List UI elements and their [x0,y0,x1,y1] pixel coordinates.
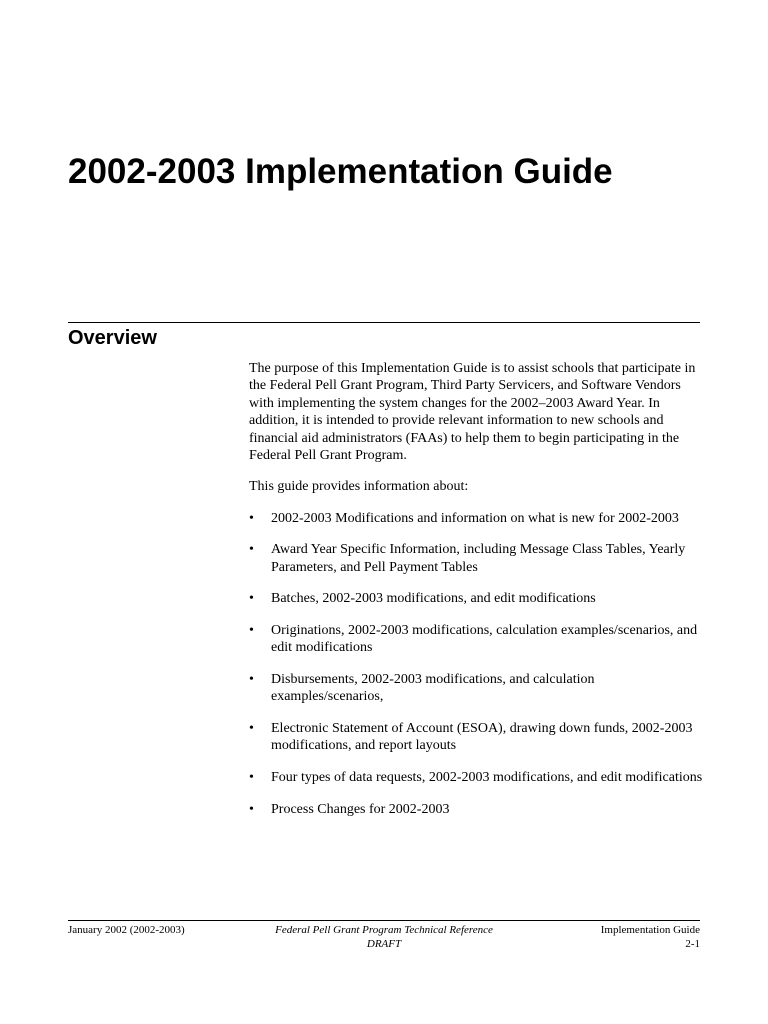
bullet-icon: • [249,591,254,607]
bullet-icon: • [249,672,254,688]
footer-date [68,923,185,937]
footer-publication-title: Federal Pell Grant Program Technical Reference [275,924,493,936]
list-item-text: Award Year Specific Information, including Message Class Tables, Yearly Parameters, and Pell Payment Tables [271,542,686,575]
section-heading-overview: Overview [68,327,157,349]
overview-body [249,360,704,832]
footer-publication [234,923,534,951]
list-item-text: Four types of data requests, 2002-2003 modifications, and edit modifications [271,770,703,786]
bullet-icon: • [249,770,254,786]
list-item-text: Disbursements, 2002-2003 modifications, and calculation examples/scenarios, [271,672,595,705]
topics-list [249,510,704,818]
footer-divider [68,920,700,921]
footer-draft-label: DRAFT [366,938,402,950]
footer-section [601,923,700,951]
list-item-text: 2002-2003 Modifications and information on what is new for 2002-2003 [271,510,679,526]
bullet-icon: • [249,623,254,639]
list-item [249,801,704,818]
list-item [249,541,704,576]
bullet-icon: • [249,510,254,526]
bullet-icon: • [249,801,254,817]
list-item [249,671,704,706]
list-item-text: Electronic Statement of Account (ESOA), drawing down funds, 2002-2003 modifications, and report layouts [271,721,693,754]
list-item [249,590,704,607]
footer-section-title: Implementation Guide [600,924,700,936]
list-item-text: Originations, 2002-2003 modifications, calculation examples/scenarios, and edit modifications [271,623,698,656]
page-title: 2002-2003 Implementation Guide [68,152,613,191]
section-divider [68,322,700,323]
bullet-icon: • [249,721,254,737]
bullet-icon: • [249,542,254,558]
topics-lead-in: This guide provides information about: [249,479,469,495]
list-item [249,769,704,786]
list-item [249,510,704,527]
list-item [249,720,704,755]
list-item-text: Process Changes for 2002-2003 [271,801,450,817]
list-item-text: Batches, 2002-2003 modifications, and edit modifications [271,591,596,607]
page-number: 2-1 [685,938,700,950]
footer-date-text: January 2002 (2002-2003) [68,924,185,936]
intro-paragraph: The purpose of this Implementation Guide is to assist schools that participate in the Federal Pell Grant Program, Third Party Servicers, and Software Vendors with implementing the system changes for the 2002–2003 Award Year. In addition, it is intended to provide relevant information to new schools and financial aid administrators (FAAs) to help them to begin participating in the Federal Pell Grant Program. [249,361,696,464]
list-item [249,622,704,657]
